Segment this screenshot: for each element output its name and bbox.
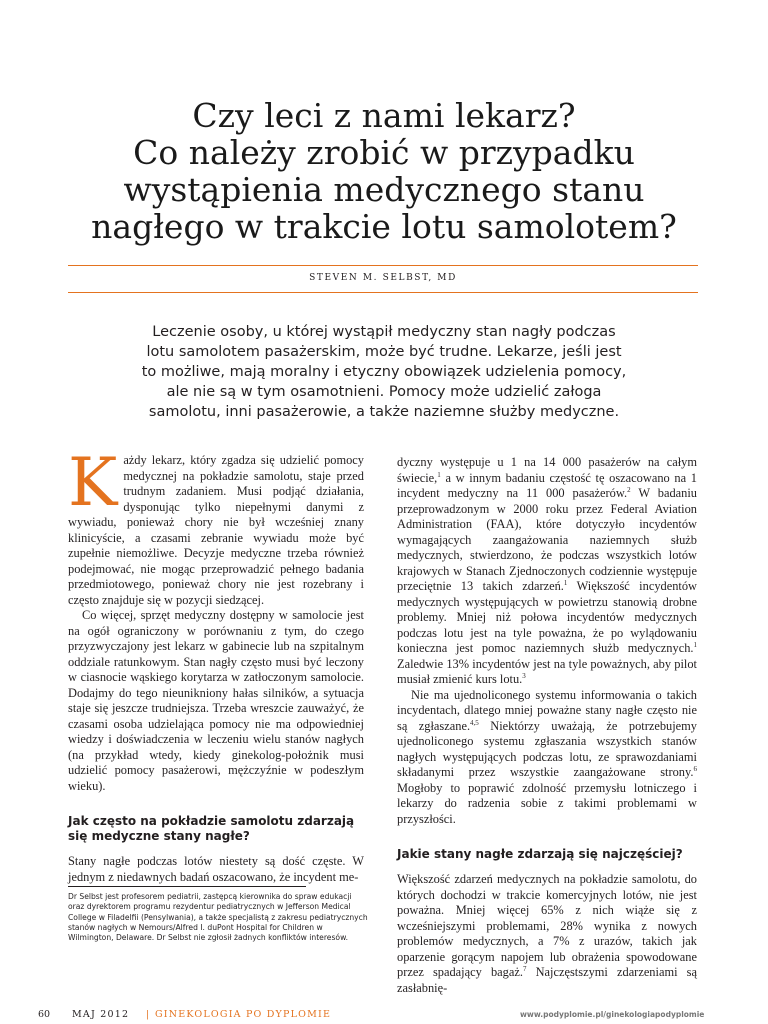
title-line: Czy leci z nami lekarz?: [192, 96, 576, 135]
section-heading: Jak często na pokładzie samolotu zdarzają się medyczne stany nagłe?: [68, 814, 355, 843]
lead-line: Leczenie osoby, u której wystąpił medyczny stan nagły podczas: [152, 324, 616, 340]
body-paragraph: Nie ma ujednoliconego systemu informowania o takich incydentach, dlatego mniej poważne stany nagłe często nie są zgłaszane.$^{4,5}$ Niektórzy uważają, że potrzebujemy ujednoliconego systemu zgłaszania wszystkich stanów nagłych występujących podczas lotu, ze sprawozdaniami składanymi przez wszystkie zaangażowane strony.$^6$ Mogłoby to poprawić zdolność przemysłu lotniczego i lekarzy do radzenia sobie z takimi problemami w przyszłości.: [397, 687, 697, 826]
lead-line: samolotu, inni pasażerowie, a także naziemne służby medyczne.: [148, 404, 620, 420]
lead-line: to możliwe, mają moralny i etyczny obowiązek udzielenia pomocy,: [141, 364, 627, 380]
body-paragraph: Każdy lekarz, który zgadza się udzielić pomocy medycznej na pokładzie samolotu, staje przed trudnym zadaniem. Musi podjąć działania, dysponując tylko niepełnymi danymi z wywiadu, ponieważ chory nie był wcześniej znany klinicyście, a czasami zebranie wywiadu może być zupełnie niemożliwe. Decyzje medyczne trzeba również podejmować, nie mogąc przeprowadzić pełnego badania przedmiotowego, ponieważ chory nie jest rozebrany i często znajduje się w pozycji siedzącej.: [68, 444, 364, 607]
title-divider-bottom: [68, 292, 698, 293]
right-column: [397, 455, 697, 996]
author-byline: STEVEN M. SELBST, MD: [309, 273, 457, 283]
section-heading: Jakie stany nagłe zdarzają się najczęściej?: [397, 847, 683, 861]
journal-url-link[interactable]: www.podyplomie.pl/ginekologiapodyplomie: [520, 1010, 705, 1019]
body-paragraph: Stany nagłe podczas lotów niestety są dość częste. W jednym z niedawnych badań oszacowano, że incydent me-: [68, 854, 364, 884]
body-paragraph: Co więcej, sprzęt medyczny dostępny w samolocie jest na ogół ograniczony w porównaniu z tym, do czego przyzwyczajony jest lekarz w gabinecie lub na szpitalnym oddziale ratunkowym. Stan nagły często musi być leczony w ciasnocie wąskiego korytarza w zatłoczonym samolocie. Dodajmy do tego nieunikniony hałas silników, a sytuacja staje się jeszcze trudniejsza. Trzeba wreszcie zauważyć, że czasami osoba udzielająca pomocy nie ma odpowiedniej wiedzy i doświadczenia w leczeniu wielu stanów nagłych (na przykład wtedy, kiedy ginekolog-położnik musi udzielić pomocy pasażerowi, mężczyźnie w podeszłym wieku).: [68, 608, 364, 793]
title-line: nagłego w trakcie lotu samolotem?: [91, 207, 677, 246]
left-column: [68, 444, 364, 885]
issue-date: MAJ 2012: [72, 1009, 130, 1020]
article-title: [60, 97, 708, 245]
title-divider-top: [68, 265, 698, 266]
drop-cap: K: [68, 444, 118, 521]
page-number: 60: [38, 1009, 51, 1020]
title-line: Co należy zrobić w przypadku: [133, 133, 635, 172]
lead-line: lotu samolotem pasażerskim, może być trudne. Lekarze, jeśli jest: [146, 344, 622, 360]
footer-separator: |: [146, 1009, 150, 1020]
title-line: wystąpienia medycznego stanu: [123, 170, 645, 209]
lead-paragraph: [120, 322, 648, 422]
author-footnote: Dr Selbst jest profesorem pediatrii, zastępcą kierownika do spraw edukacji oraz dyrektorem programu rezydentur pediatrycznych w Jefferson Medical College w Filadelfii (Pensylwania), a także specjalistą z zakresu pediatrycznych stanów nagłych w Nemours/Alfred I. duPont Hospital for Children w Wilmington, Delaware. Dr Selbst nie zgłosił żadnych konfliktów interesów.: [68, 892, 368, 943]
body-paragraph: Większość zdarzeń medycznych na pokładzie samolotu, do których dochodzi w trakcie komercyjnych lotów, nie jest poważna. Mniej więcej 65% z nich wiąże się z wcześniejszymi problemami, 28% wynika z nowych problemów medycznych, a 7% z urazów, takich jak oparzenie gorącym napojem lub obrażenia spowodowane przez spadający bagaż.$^7$ Najczęstszymi zdarzeniami są zasłabnię-: [397, 872, 697, 995]
lead-line: ale nie są w tym osamotnieni. Pomocy może udzielić załoga: [166, 384, 602, 400]
body-paragraph: dyczny występuje u 1 na 14 000 pasażerów na całym świecie,$^1$ a w innym badaniu częstość tę oszacowano na 1 incydent medyczny na 11 000 pasażerów.$^2$ W badaniu przeprowadzonym w 2000 roku przez Federal Aviation Administration (FAA), które dotyczyło incydentów wymagających zaangażowania naziemnych służb medycznych, stwierdzono, że podczas wszystkich lotów krajowych w Stanach Zjednoczonych codziennie występuje przeciętnie 13 takich zdarzeń.$^1$ Większość incydentów medycznych występujących w powietrzu stanowią drobne problemy. Mniej niż połowa incydentów medycznych podczas lotu jest na tyle poważna, że po wylądowaniu konieczna jest pomoc naziemnych służb medycznych.$^1$ Zaledwie 13% incydentów jest na tyle poważnych, aby pilot musiał zmienić kurs lotu.$^3$: [397, 455, 697, 686]
footnote-divider: [68, 886, 306, 887]
journal-name: GINEKOLOGIA PO DYPLOMIE: [155, 1009, 332, 1020]
